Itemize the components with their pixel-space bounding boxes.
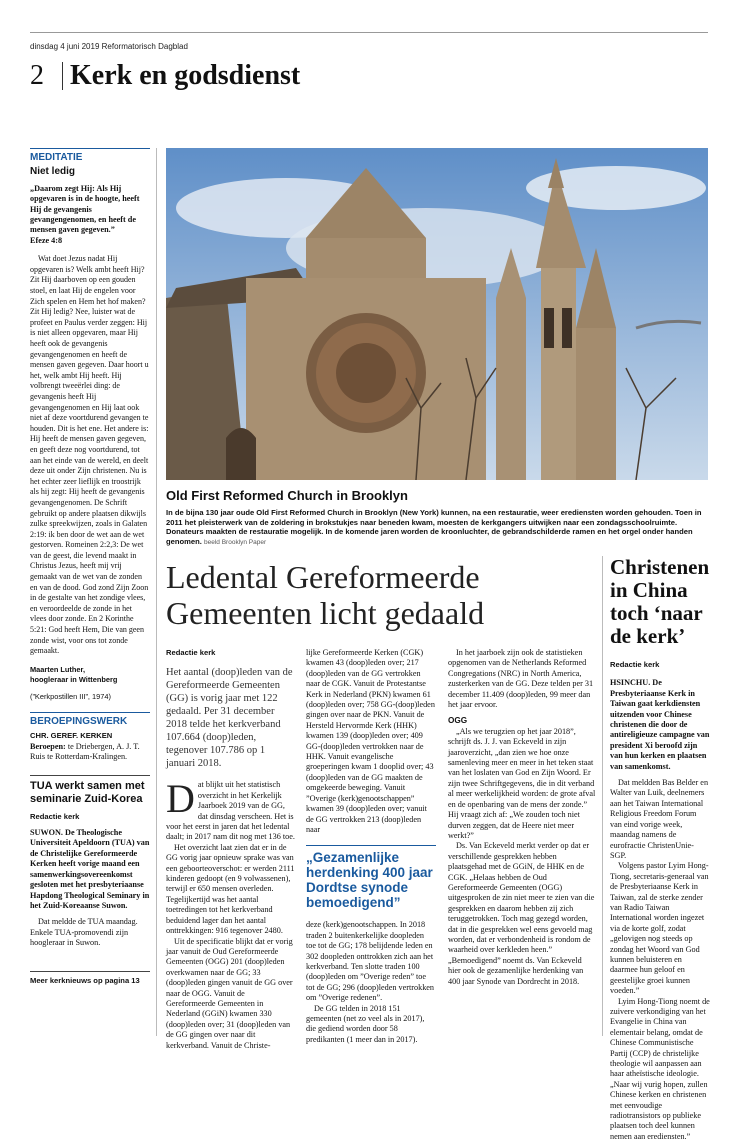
beroepen-text: te Driebergen, A. J. T. Ruis te Rotterdam-Kralingen. xyxy=(30,741,140,762)
tua-body: Dat meldde de TUA maandag. Enkele TUA-promovendi zijn hoogleraar in Suwon. xyxy=(30,917,138,948)
dropcap: D xyxy=(166,776,195,822)
main-byline: Redactie kerk xyxy=(166,648,216,657)
main-col-3 xyxy=(448,648,596,987)
paper-name: Reformatorisch Dagblad xyxy=(101,42,188,51)
meditatie-ref: Efeze 4:8 xyxy=(30,235,63,245)
sidebar xyxy=(30,148,157,1036)
china-p2: Volgens pastor Lyim Hong-Tiong, secretaris-generaal van de Presbyteriaanse Kerk in Taiwan, zal de sterke zender van Radio Taiwan International worden ingezet via de korte golf, zodat „gelovigen nog steeds op zondag het Woord van God kunnen beluisteren en daarmee hun geloof en geestelijke groei kunnen voeden.” xyxy=(610,861,709,996)
meditatie-author: Maarten Luther, xyxy=(30,664,86,674)
china-p3: Lyim Hong-Tiong noemt de zuivere verkondiging van het Evangelie in China van elementair belang, omdat de Chinese Communistische Partij (CCP) de christelijke theologie wil aanpassen aan haar atheïstische ideologie. „Naar wij vurig hopen, zullen Chinese kerken en christenen met eenvoudige radiotransistors op publieke plaatsen toch deel kunnen nemen aan erediensten.” xyxy=(610,996,710,1141)
meditatie-source: (”Kerkpostillen III”, 1974) xyxy=(30,691,111,701)
main-headline: Ledental Gereformeerde Gemeenten licht gedaald xyxy=(166,559,485,631)
more-rule xyxy=(30,971,150,972)
photo-caption: In de bijna 130 jaar oude Old First Reformed Church in Brooklyn (New York) kunnen, na een restauratie, weer erediensten worden gehouden. Toen in 2011 het pleisterwerk van de zoldering in brokstukjes naar beneden kwam, moesten de kerkgangers uitwijken naar een zondagsschoolruimte. Donateurs maakten de restauratie mogelijk. In de komende jaren worden de kroonluchter, de gebrandschilderde ramen en het orgel onder handen genomen. xyxy=(166,508,702,546)
main-col2-c: De GG telden in 2018 151 gemeenten (net zo veel als in 2017), die gediend worden door 58 predikanten (1 meer dan in 2017). xyxy=(306,1003,425,1044)
beroepingswerk-rule xyxy=(30,712,150,713)
column-divider xyxy=(602,556,603,1036)
photo-caption-block xyxy=(166,508,708,547)
meditatie-label: MEDITATIE xyxy=(30,152,83,163)
church-illustration xyxy=(166,148,708,480)
tua-byline: Redactie kerk xyxy=(30,811,80,821)
tua-lead: SUWON. De Theologische Universiteit Apeldoorn (TUA) van de Christelijke Gereformeerde Kerken heeft vorige maand een samenwerkingsovereenkomst gesloten met het presbyteriaanse Hapdong Theological Seminary in het Zuid-Koreaanse Suwon. xyxy=(30,828,150,910)
main-lead: Het aantal (doop)leden van de Gereformeerde Gemeenten (GG) is vorig jaar met 122 gedaald. Per 31 december 2018 telde het kerkverband 107.664 (doop)leden, tegenover 107.786 op 1 januari 2018. xyxy=(166,667,293,770)
pullquote-rule xyxy=(306,845,436,846)
meditatie-rule xyxy=(30,148,150,149)
main-col3-a: In het jaarboek zijn ook de statistieken opgenomen van de Netherlands Reformed Congregations (NRC) in North America, zusterkerken van de GG. Deze telden per 31 december 11.409 (doop)leden, 99 meer dan het jaar ervoor. xyxy=(448,648,594,710)
main-col2-a: lijke Gereformeerde Kerken (CGK) kwamen 43 (doop)leden over; 217 (doop)leden van de GG vertrokken naar de CGK. Vanuit de Protestantse Kerk in Nederland (PKN) kwamen 61 (doop)leden over; 758 GG-(doop)leden gingen over naar de PKN. Vanuit de Hersteld Hervormde Kerk (HHK) kwamen 139 (doop)leden over; 409 GG-(doop)leden vertrokken naar de HHK. Vanuit evangelische groeperingen kwam 1 dooplid over; 43 (doop)leden van de GG maakten de omgekeerde beweging. Vanuit ”Overige (kerk)genootschappen” kwamen 39 (doop)leden over; vanuit de GG vertrokken 213 (doop)leden naar xyxy=(306,648,435,834)
main-col1-a: at blijkt uit het statistisch overzicht in het Kerkelijk Jaarboek 2019 van de GG, dat dinsdag verscheen. Het is voor het eerst in jaren dat het ledental daalt; in 2017 nam dit nog met 136 toe. xyxy=(166,780,295,842)
photo-title: Old First Reformed Church in Brooklyn xyxy=(166,488,408,503)
main-col-2 xyxy=(306,648,436,1045)
header-rule xyxy=(30,32,708,33)
meditatie-quote: „Daarom zegt Hij: Als Hij opgevaren is in de hoogte, heeft Hij de gevangenis gevangengenomen, en heeft de mensen gaven gegeven.” xyxy=(30,183,140,235)
main-col1-c: Uit de specificatie blijkt dat er vorig jaar vanuit de Oud Gereformeerde Gemeenten (OGG) 201 (doop)leden overkwamen naar de GG; 33 (doop)leden gingen vanuit de GG over naar de OGG. Vanuit de Gereformeerde Gemeenten in Nederland (GGiN) kwamen 330 (doop)leden over; 31 (doop)leden van de GG gingen over naar dit kerkverband. Vanuit de Christe- xyxy=(166,936,293,1050)
photo-credit: beeld Brooklyn Paper xyxy=(204,538,267,546)
main-col2-b: deze (kerk)genootschappen. In 2018 traden 2 buitenkerkelijke doopleden toe tot de GG; 178 belijdende leden en 302 doopleden onttrokken zich aan het kerkverband. Ten slotte traden 100 (doop)leden om ”Overige reden” toe tot de GG; 296 (doop)leden vertrokken om ”Overige redenen”. xyxy=(306,920,435,1003)
main-col1-a-wrap xyxy=(166,776,296,842)
more-news-link[interactable]: Meer kerknieuws op pagina 13 xyxy=(30,975,140,985)
meditatie-body: Wat doet Jezus nadat Hij opgevaren is? Welk ambt heeft Hij? Zit Hij daarboven op een gouden stoel, en laat Hij de engelen voor Zich spelen en Hem het hof maken? Zit Hij ledig? Nee, luister wat de profeet en Paulus verder zeggen: Hij is niet alleen opgevaren, maar Hij heeft ook de gevangenis gevangengenomen en heeft de mensen gaven gegeven. Daar hoort u het, welk ambt Hij heeft. Hij volbrengt tweeërlei ding: de gevangenis heeft Hij gevangengenomen en Hij laat ook niet af deze voortdurend gevangen te houden. Dit is het ene. Het andere is: Hij heeft de mensen gaven gegeven, en geeft deze nog voortdurend, tot aan het einde van de wereld, en deelt deze uit onder Zijn christenen. Nu is het echter zeer lieflijk en troostrijk als hij zegt: Hij heeft de gevangenis gevangengenomen. De Schrift gebruikt op andere plaatsen dikwijls zulke spreekwijzen, zoals in Galaten 2:19: ik ben door de wet aan de wet gestorven. Romeinen 2:2,3: De wet van de geest, die levend maakt in Christus Jezus, heeft mij vrij gemaakt van de wet van de zonden en van de dood. God zond Zijn Zoon in de gestalte van het zondige vlees, en veroordeelde de zonde in het vlees door zonde. En 2 Korinthe 5:21: God heeft Hem, Die van geen zonde wist, voor ons tot zonde gemaakt. xyxy=(30,254,149,656)
pullquote: „Gezamenlijke herdenking 400 jaar Dordtse synode bemoedigend” xyxy=(306,850,433,911)
main-col3-b: „Als we terugzien op het jaar 2018”, schrijft ds. J. J. van Eckeveld in zijn jaaroverzicht, „dan zien we hoe onze samenleving meer en meer in het teken staat van het loslaten van God en Zijn Woord. Er zijn twee Schriftgegevens, die in dit verband al meer werkelijkheid worden: de grote afval en de openbaring van de mens der zonde.” Hij vraagt zich af: „We zouden toch niet durven zeggen, dat de Heere niet meer werkt?” xyxy=(448,726,596,840)
china-p1: Dat meldden Bas Belder en Walter van Luik, deelnemers aan het Taiwan International Religious Freedom Forum van eind vorige week, maandag namens de eurofractie ChristenUnie-SGP. xyxy=(610,778,709,860)
china-headline: Christenen in China toch ‘naar de kerk’ xyxy=(610,555,710,648)
main-col3-c: Ds. Van Eckeveld merkt verder op dat er verschillende gesprekken hebben plaatsgehad met de GGiN, de HHK en de CGK. „Helaas hebben de Oud Gereformeerde Gemeenten (OGG) uitgesproken de zin niet meer te zien van die gesprekken en daarom hebben zij zich teruggetrokken. Toch mag gezegd worden, dat in die gesprekken wel eens gevoeld mag worden, dat er verbondenheid is rondom de waarheid over kerkleden heen.” „Bemoedigend” noemt ds. Van Eckeveld hier ook de gezamenlijke herdenking van 400 jaar Synode van Dordrecht in 2018. xyxy=(448,841,595,986)
tua-rule xyxy=(30,775,150,776)
date: dinsdag 4 juni 2019 xyxy=(30,42,100,51)
tua-title: TUA werkt samen met seminarie Zuid-Korea xyxy=(30,779,145,805)
china-lead: HSINCHU. De Presbyteriaanse Kerk in Taiwan gaat kerkdiensten uitzenden voor Chinese christenen die door de antireligieuze campagne van president Xi beroofd zijn van hun kerken en plaatsen van samenkomst. xyxy=(610,678,710,771)
main-col-1 xyxy=(166,648,296,1051)
beroepingswerk-label: BEROEPINGSWERK xyxy=(30,716,128,728)
main-col1-b: Het overzicht laat zien dat er in de GG vorig jaar opnieuw sprake was van een geboorteoverschot: er werden 2111 kinderen gedoopt (en 9 volwassenen), terwijl er 650 mensen overleden. Tegelijkertijd was het aantal toetredingen tot het kerkverband beduidend lager dan het aantal onttrekkingen: 916 tegenover 2480. xyxy=(166,842,295,936)
china-byline: Redactie kerk xyxy=(610,660,660,669)
beroepen-label: Beroepen: xyxy=(30,741,66,751)
china-article xyxy=(610,556,710,1142)
meditatie-title: Niet ledig xyxy=(30,166,76,178)
section-title: Kerk en godsdienst xyxy=(70,60,301,91)
title-separator xyxy=(62,62,63,90)
beroepingswerk-text xyxy=(30,742,150,763)
church-photo xyxy=(166,148,708,480)
dateline xyxy=(30,42,188,51)
page-number: 2 xyxy=(30,60,44,91)
ogg-subhead: OGG xyxy=(448,716,468,726)
beroepingswerk-church: CHR. GEREF. KERKEN xyxy=(30,731,113,741)
meditatie-author-role: hoogleraar in Wittenberg xyxy=(30,675,118,685)
